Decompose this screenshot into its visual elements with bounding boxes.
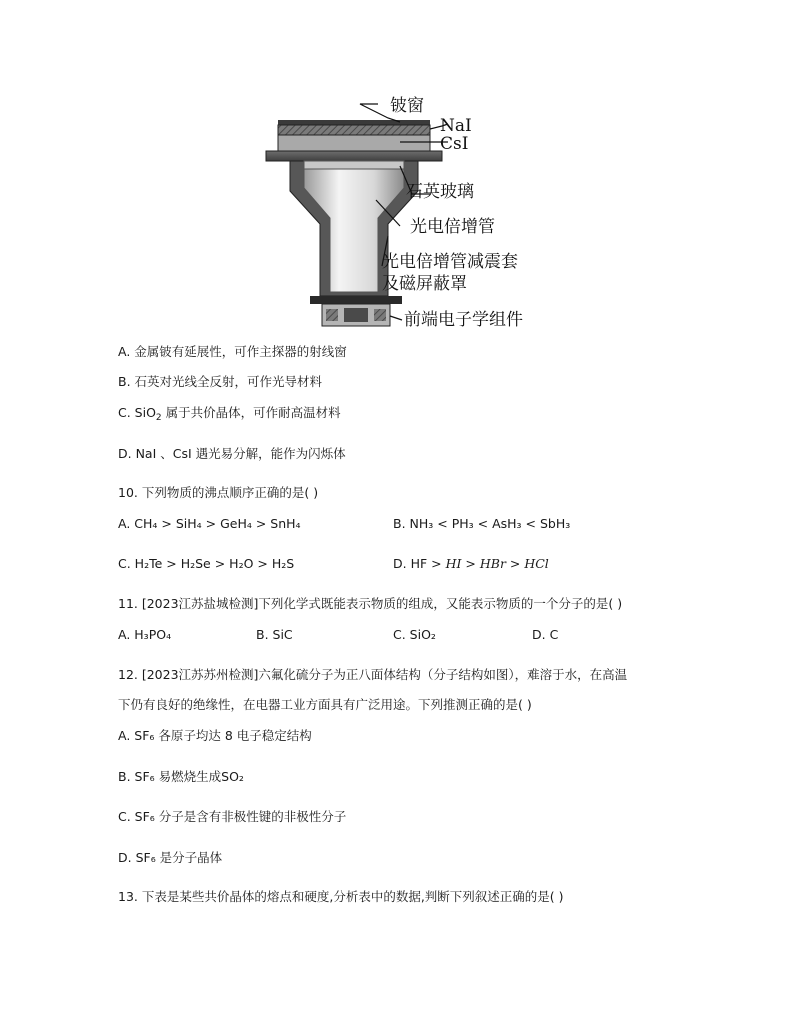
q9-option-a: A. 金属铍有延展性，可作主探器的射线窗 xyxy=(118,344,347,359)
q12-option-d: D. SF₆ 是分子晶体 xyxy=(118,850,223,865)
q11-option-b: B. SiC xyxy=(256,627,293,642)
q11-option-a: A. H₃PO₄ xyxy=(118,627,172,642)
q9-option-d: D. NaI 、CsI 遇光易分解，能作为闪烁体 xyxy=(118,446,346,461)
q10-option-d: D. HF > HI > HBr > HCl xyxy=(393,556,549,571)
label-csi: CsI xyxy=(440,134,469,154)
leader-frontend xyxy=(390,316,402,320)
q9-option-b: B. 石英对光线全反射，可作光导材料 xyxy=(118,374,323,389)
label-nai: NaI xyxy=(440,116,472,136)
q10-option-b: B. NH₃ < PH₃ < AsH₃ < SbH₃ xyxy=(393,516,571,531)
label-pmt: 光电倍增管 xyxy=(410,217,495,237)
frontend-part-left xyxy=(326,309,338,321)
q10-option-a: A. CH₄ > SiH₄ > GeH₄ > SnH₄ xyxy=(118,516,301,531)
q10-option-d-prefix: D. HF > xyxy=(393,556,446,571)
q12-option-b: B. SF₆ 易燃烧生成SO₂ xyxy=(118,769,244,784)
pmt-tube xyxy=(304,161,404,292)
q11-stem: 11. [2023江苏盐城检测]下列化学式既能表示物质的组成，又能表示物质的一个分子的是( ) xyxy=(118,596,623,611)
label-be-window: 铍窗 xyxy=(390,96,424,116)
label-shield-1: 光电倍增管减震套 xyxy=(382,252,518,272)
detector-figure xyxy=(260,96,550,336)
q9-option-c-suffix: 属于共价晶体，可作耐高温材料 xyxy=(161,405,341,420)
quartz-glass xyxy=(304,161,404,169)
q10-option-d-hi: HI xyxy=(445,556,462,571)
q11-option-d: D. C xyxy=(532,627,559,642)
csi-crystal xyxy=(278,135,430,151)
q12-option-a: A. SF₆ 各原子均达 8 电子稳定结构 xyxy=(118,728,312,743)
q10-option-d-hcl: HCl xyxy=(524,556,549,571)
q9-option-c-sub: 2 xyxy=(155,413,162,423)
q11-option-c: C. SiO₂ xyxy=(393,627,436,642)
nai-crystal xyxy=(278,125,430,135)
be-window xyxy=(278,120,430,125)
q10-option-c: C. H₂Te > H₂Se > H₂O > H₂S xyxy=(118,556,295,571)
label-shield-2: 及磁屏蔽罩 xyxy=(382,274,467,294)
frontend-part-right xyxy=(374,309,386,321)
q12-stem-line1: 12. [2023江苏苏州检测]六氟化硫分子为正八面体结构（分子结构如图），难溶于水，在高温 xyxy=(118,667,628,682)
q13-stem: 13. 下表是某些共价晶体的熔点和硬度,分析表中的数据,判断下列叙述正确的是( ) xyxy=(118,889,564,904)
base-plate xyxy=(310,296,402,304)
q10-stem: 10. 下列物质的沸点顺序正确的是( ) xyxy=(118,485,319,500)
q12-option-c: C. SF₆ 分子是含有非极性键的非极性分子 xyxy=(118,809,347,824)
q12-stem-line2: 下仍有良好的绝缘性，在电器工业方面具有广泛用途。下列推测正确的是( ) xyxy=(118,697,532,712)
detector-diagram xyxy=(260,96,550,336)
label-frontend: 前端电子学组件 xyxy=(404,310,523,330)
frontend-chip xyxy=(344,308,368,322)
q10-option-d-hbr: HBr xyxy=(479,556,506,571)
housing-flange xyxy=(266,151,442,161)
label-quartz: 石英玻璃 xyxy=(406,182,474,202)
q9-option-c-prefix: C. SiO xyxy=(118,405,156,420)
q9-option-c xyxy=(118,405,341,423)
